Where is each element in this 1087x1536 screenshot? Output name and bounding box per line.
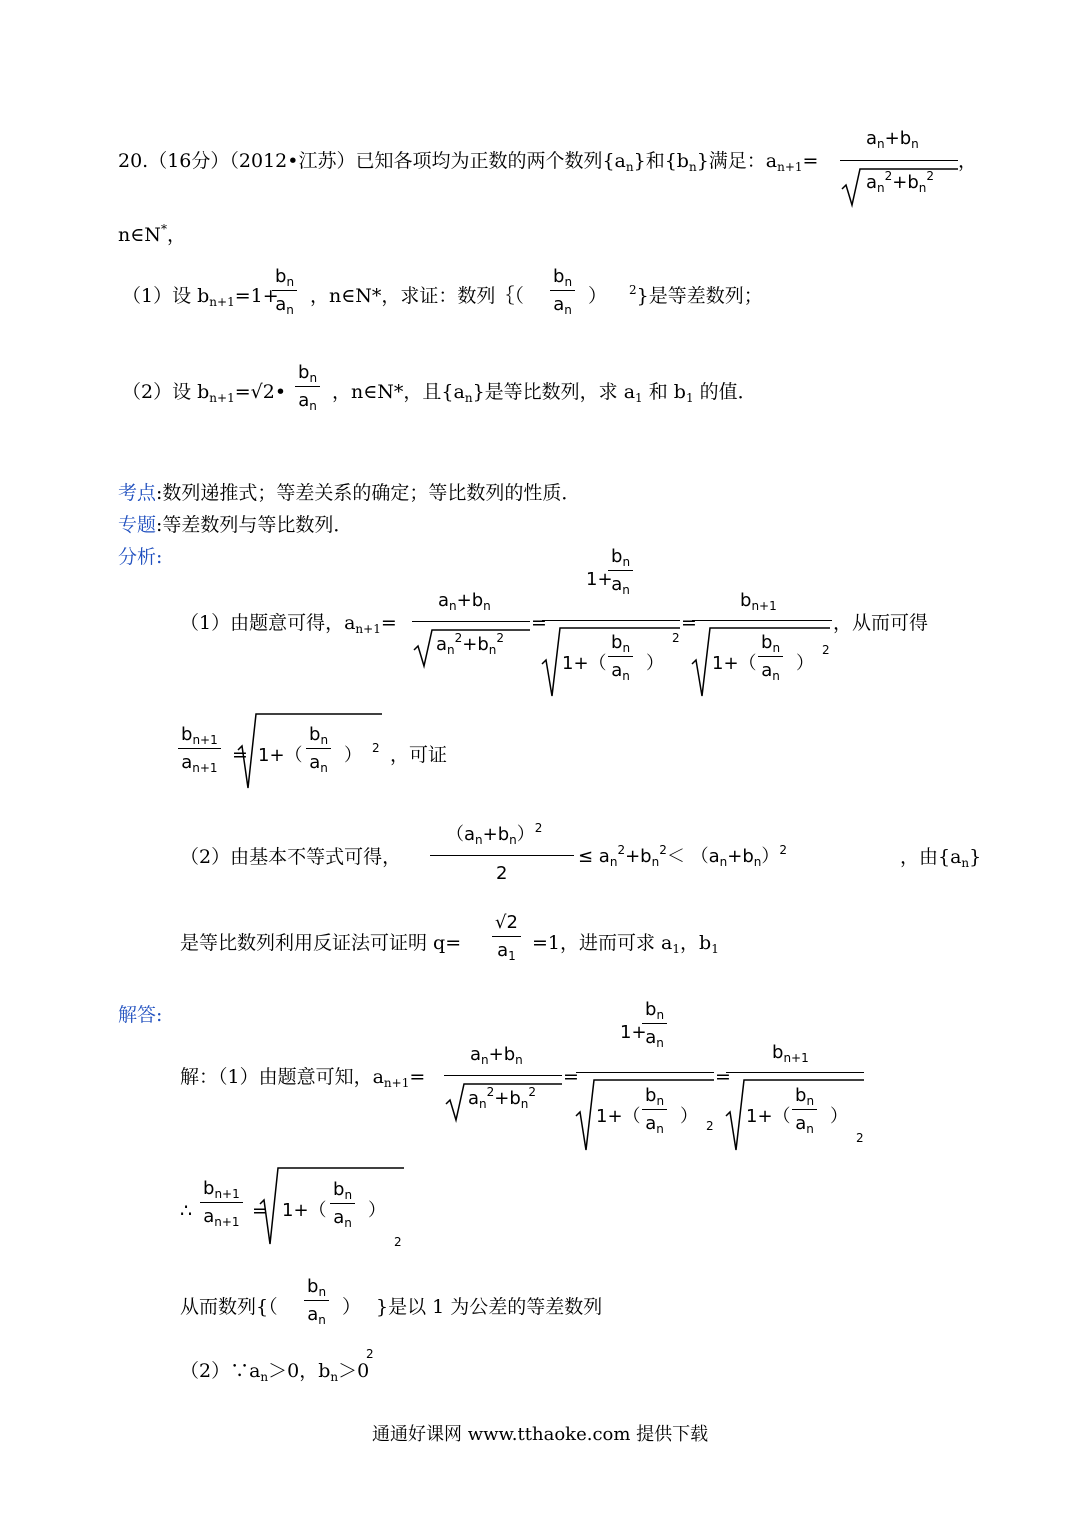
sub: n [688,160,697,174]
footer-source: 通通好课网 www.tthaoke.com 提供下载 [372,1424,709,1445]
s1-prefix-text: 解：（1）由题意可知，a [180,1066,384,1088]
comma: ， [166,224,186,246]
close-paren: ） [646,653,664,674]
sub: n [464,391,473,405]
one-plus-paren: 1+（ [596,1106,641,1127]
fraction-bn-an: $b_n$ $a_n$ [272,266,297,315]
eq: = [681,612,697,634]
fraction-bn-an-5: $b_n$ $a_n$ [608,632,633,681]
sub: n [911,137,919,151]
a2-from: ，由$\{a_n\}$ [900,846,982,870]
fraction-bn-an-9: $b_n$ $a_n$ [642,1085,667,1134]
fraction-bn-an-3: $b_n$ $a_n$ [295,362,320,411]
sub: 1 [685,391,694,405]
jieda-line [118,1006,162,1025]
a1-keprove: ，可证 [390,744,448,766]
q1-line [122,285,279,309]
fraction-bn-an-2: $b_n$ $a_n$ [550,266,575,315]
eq: = [252,1200,268,1222]
zhuanti-line [118,516,352,535]
q2-end: }是等比数列，求 a [472,381,636,403]
a2-den: 2 [496,863,508,884]
sq: 2 [706,1119,714,1133]
fraction-bn1-an1-2: $b_{n+1}$ $a_{n+1}$ [200,1178,243,1227]
fraction-bn-an-6: $b_n$ $a_n$ [758,632,783,681]
satisfy-text: }满足：a [696,150,778,172]
kaodian-text: :数列递推式；等差关系的确定；等比数列的性质． [156,482,581,504]
a1-f1-den: $a_n^2+b_n^2$ [436,631,505,657]
domain: n∈N [118,224,161,246]
a2-from-text: ，由{a [900,846,962,868]
sub: n [877,137,885,151]
sub: n [961,856,970,870]
eq: = [232,744,248,766]
sub: n [260,1370,269,1384]
close-paren: ） [796,653,814,674]
conclusion-a: 从而数列{（ [180,1296,278,1318]
q1-mid: =1+ [234,285,279,307]
frac-bar [840,160,958,161]
a2-ineq: ≤ $a_n^2+b_n^2< (a_n+b_n)^2$ [578,843,787,869]
a2-line2b-text: =1，进而可求 a [532,932,673,954]
sub: n [877,181,885,195]
zhuanti-label: 专题 [118,514,157,536]
one-plus-paren: 1+（ [258,745,303,766]
s2-line [180,1360,370,1384]
sub: n [625,160,634,174]
q2-tail [332,381,757,405]
sub: 1 [672,942,681,956]
s2-text: （2）∵a [180,1360,261,1382]
and-text: }和{b [633,150,689,172]
frac-bar [412,621,530,622]
q1-tail: ，n∈N*，求证：数列｛（ [310,285,524,307]
eq: = [802,150,819,172]
q1-end2: }是等差数列； [636,285,763,307]
q2-line [122,381,287,405]
q2-prefix: （2）设 b [122,381,210,403]
conclusion-c: }是以 1 为公差的等差数列 [376,1296,603,1318]
colon: : [156,1004,163,1026]
frac-bar [726,1072,864,1073]
star: * [160,222,167,236]
one-plus-paren: 1+（ [712,653,757,674]
colon: : [156,546,163,568]
frac-denominator: $a_n^2+b_n^2$ [866,169,935,195]
frac-bar [444,1075,562,1076]
sub: n [918,181,927,195]
sub: n+1 [355,622,381,636]
a2-num: $(a_n+b_n)^2$ [446,821,543,847]
s1-prefix [180,1066,426,1090]
fraction-sqrt2-a1: √2 $a_1$ [492,912,521,961]
sub: n+1 [209,391,235,405]
close-paren: ） [830,1106,848,1127]
a1-suffix: ，从而可得 [833,612,929,634]
jieda-label: 解答 [118,1004,157,1026]
eq: = [531,612,547,634]
close-paren: ） [368,1200,386,1221]
sq: 2 [822,643,830,657]
s1-f1-num: $a_n+b_n$ [470,1044,523,1067]
q2-mid: =√2• [234,381,287,403]
fraction-bn1-an1: $b_{n+1}$ $a_{n+1}$ [178,724,221,773]
fraction-bn-an-12: $b_n$ $a_n$ [304,1276,329,1325]
therefore: ∴ [180,1200,193,1222]
s2-c: ＞0 [338,1360,370,1382]
frac-bar [576,1072,714,1073]
one-plus: 1+ [620,1022,647,1043]
bn1: $b_{n+1}$ [772,1042,809,1065]
paren: ） [588,285,608,307]
a2-line2: 是等比数列利用反证法可证明 q= [180,932,462,954]
eq: = [380,612,397,634]
q1-end: ） $^2$}是等差数列； [588,283,763,307]
fraction-bn-an-4: $b_n$ $a_n$ [608,546,633,595]
fraction-bn-an-11: $b_n$ $a_n$ [330,1179,355,1228]
kaodian-line [118,484,580,503]
problem-intro [118,150,819,174]
sub: n+1 [209,295,235,309]
a2-line2c: ，b [680,932,712,954]
zhuanti-text: :等差数列与等比数列． [156,514,353,536]
conclusion-b: ） [342,1296,362,1318]
frac-numerator: $a_n+b_n$ [866,128,919,151]
s1-f1-den: $a_n^2+b_n^2$ [468,1085,537,1111]
close-paren: ） [680,1106,698,1127]
fenxi-label: 分析 [118,546,157,568]
fenxi-line [118,548,162,567]
sub: n+1 [383,1076,410,1090]
frac-bar [430,855,574,856]
eq: = [409,1066,426,1088]
sub: n [330,1370,339,1384]
one-plus: 1+ [586,569,613,590]
frac-bar [692,620,832,621]
fraction-bn-an-10: $b_n$ $a_n$ [792,1085,817,1134]
q1-prefix: （1）设 b [122,285,210,307]
sq: 2 [394,1235,402,1249]
domain-line [118,222,186,246]
a1-prefix-text: （1）由题意可得，a [180,612,356,634]
bn1: $b_{n+1}$ [740,590,777,613]
intro-text: 20.（16分）（2012•江苏）已知各项均为正数的两个数列{a [118,150,626,172]
one-plus-paren: 1+（ [562,653,607,674]
a1-f1-num: $a_n+b_n$ [438,590,491,613]
one-plus-paren: 1+（ [746,1106,791,1127]
eq: = [563,1066,579,1088]
s2-b: ＞0，b [268,1360,331,1382]
sq: 2 [672,631,680,645]
close-paren: ） [344,745,362,766]
sq: 2 [856,1131,864,1145]
frac-bar [542,620,680,621]
sq: 2 [366,1347,374,1361]
a2-prefix: （2）由基本不等式可得， [180,846,402,868]
sub: 1 [635,391,643,405]
kaodian-label: 考点 [118,482,157,504]
fraction-bn-an-7: $b_n$ $a_n$ [306,724,331,773]
one-plus-paren: 1+（ [282,1200,327,1221]
q2-and: 和 b [642,381,686,403]
sub: n+1 [777,160,803,174]
sq: 2 [372,741,380,755]
a1-prefix [180,612,397,636]
q2-final: 的值． [693,381,757,403]
a2-line2b [532,932,719,956]
eq: = [715,1066,731,1088]
comma: ， [958,150,978,172]
fraction-bn-an-8: $b_n$ $a_n$ [642,999,667,1048]
sub: 1 [711,942,719,956]
q2-tail-text: ，n∈N*，且{a [332,381,465,403]
